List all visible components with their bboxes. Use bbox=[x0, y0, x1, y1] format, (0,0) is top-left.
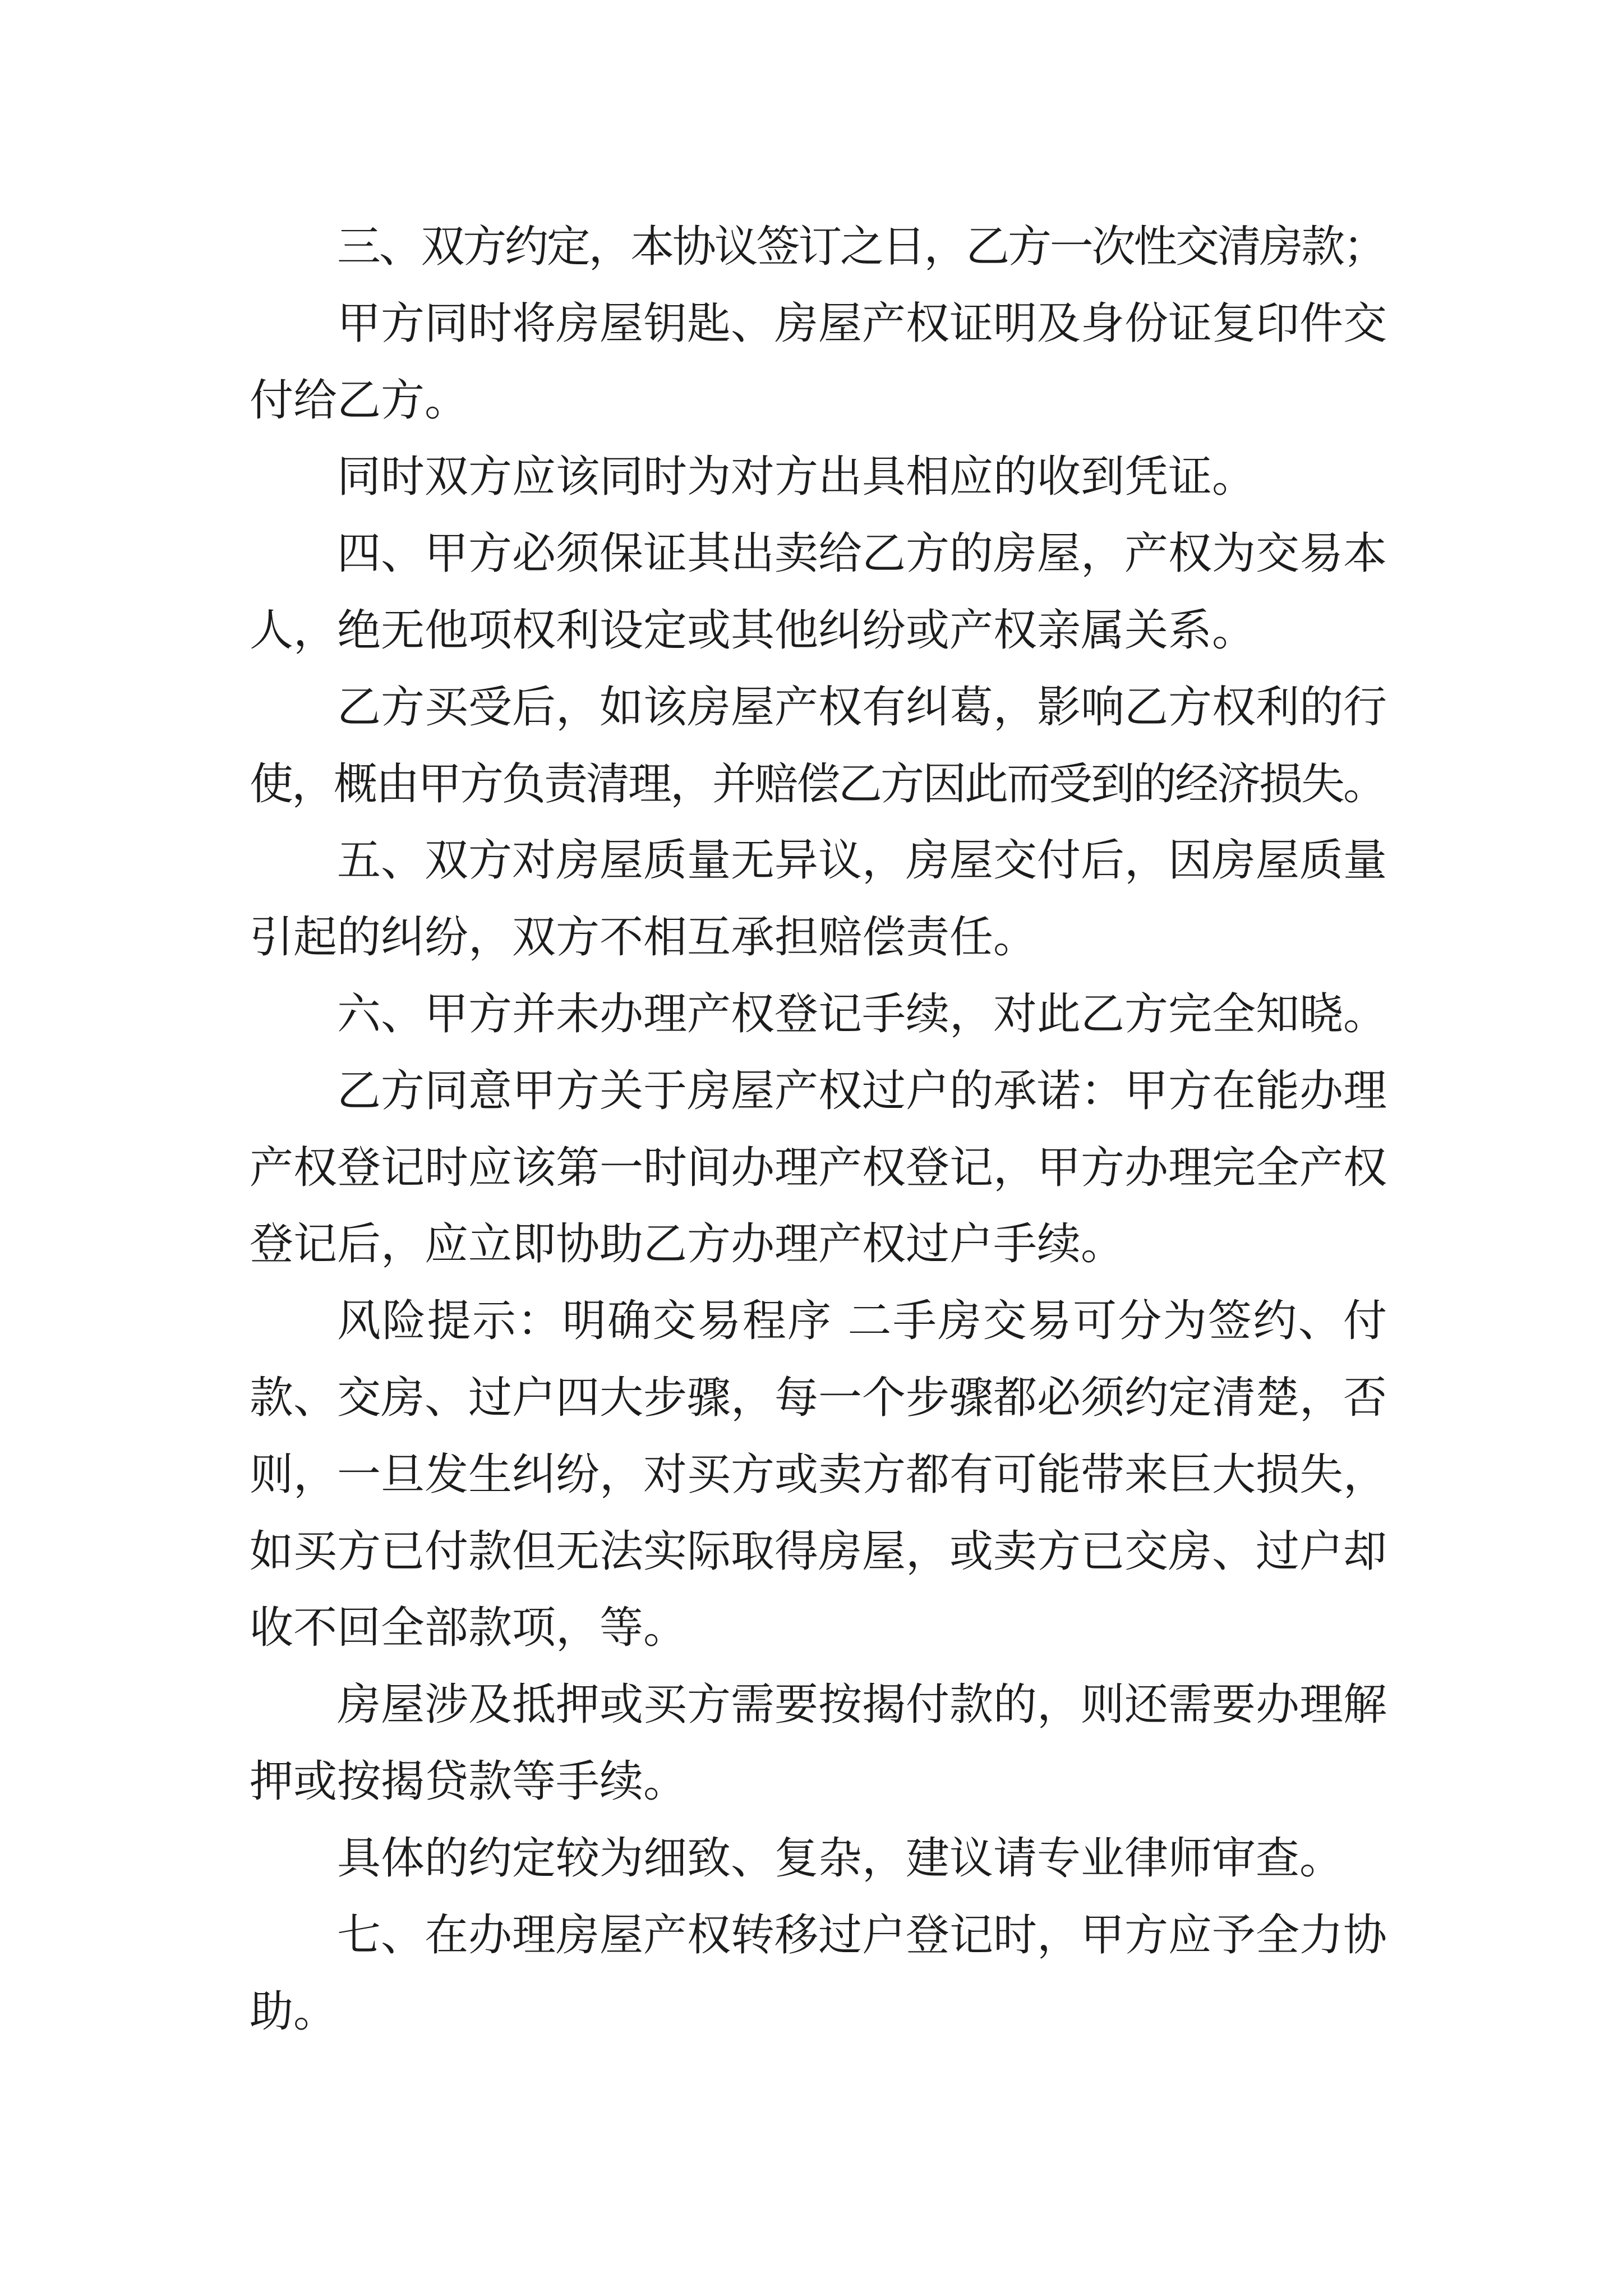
text-line: 产权登记时应该第一时间办理产权登记，甲方办理完全产权 bbox=[250, 1142, 1387, 1193]
text-line: 乙方买受后，如该房屋产权有纠葛，影响乙方权利的行 bbox=[337, 682, 1387, 733]
text-line: 引起的纠纷，双方不相互承担赔偿责任。 bbox=[250, 912, 1038, 963]
text-line: 乙方同意甲方关于房屋产权过户的承诺：甲方在能办理 bbox=[337, 1065, 1387, 1116]
text-line: 同时双方应该同时为对方出具相应的收到凭证。 bbox=[337, 452, 1256, 503]
text-line: 房屋涉及抵押或买方需要按揭付款的，则还需要办理解 bbox=[337, 1680, 1387, 1731]
risk-notice-procedure-paragraph bbox=[250, 1283, 1387, 1667]
clause-3-receipts-paragraph bbox=[250, 439, 1387, 516]
text-line: 四、甲方必须保证其出卖给乙方的房屋，产权为交易本 bbox=[337, 528, 1387, 579]
text-line: 风险提示：明确交易程序 二手房交易可分为签约、付 bbox=[337, 1296, 1389, 1347]
text-line: 押或按揭贷款等手续。 bbox=[250, 1756, 688, 1807]
clause-4-title-guarantee-paragraph bbox=[250, 516, 1387, 669]
text-line: 收不回全部款项，等。 bbox=[250, 1603, 688, 1654]
text-line: 登记后，应立即协助乙方办理产权过户手续。 bbox=[250, 1219, 1125, 1270]
risk-notice-mortgage-paragraph bbox=[250, 1667, 1387, 1820]
text-line: 付给乙方。 bbox=[250, 375, 469, 426]
text-line: 七、在办理房屋产权转移过户登记时，甲方应予全力协 bbox=[337, 1910, 1387, 1961]
text-line: 助。 bbox=[250, 1986, 338, 2037]
clause-5-quality-paragraph bbox=[250, 822, 1387, 976]
text-line: 使，概由甲方负责清理，并赔偿乙方因此而受到的经济损失。 bbox=[250, 758, 1385, 809]
clause-3-payment-paragraph bbox=[250, 209, 1387, 286]
clause-7-cooperation-paragraph bbox=[250, 1897, 1387, 2051]
clause-6-registration-status-paragraph bbox=[250, 976, 1387, 1053]
text-line: 五、双方对房屋质量无异议，房屋交付后，因房屋质量 bbox=[337, 835, 1387, 886]
document-page bbox=[250, 209, 1387, 2050]
clause-4-dispute-liability-paragraph bbox=[250, 669, 1387, 823]
text-line: 甲方同时将房屋钥匙、房屋产权证明及身份证复印件交 bbox=[337, 298, 1387, 349]
text-line: 款、交房、过户四大步骤，每一个步骤都必须约定清楚，否 bbox=[250, 1372, 1387, 1423]
text-line: 三、双方约定，本协议签订之日，乙方一次性交清房款； bbox=[337, 222, 1385, 272]
text-line: 具体的约定较为细致、复杂，建议请专业律师审查。 bbox=[337, 1833, 1344, 1884]
risk-notice-lawyer-review-paragraph bbox=[250, 1820, 1387, 1897]
clause-6-transfer-promise-paragraph bbox=[250, 1053, 1387, 1283]
text-line: 则，一旦发生纠纷，对买方或卖方都有可能带来巨大损失， bbox=[250, 1449, 1387, 1500]
text-line: 六、甲方并未办理产权登记手续，对此乙方完全知晓。 bbox=[337, 988, 1387, 1039]
clause-3-delivery-paragraph bbox=[250, 286, 1387, 439]
text-line: 人，绝无他项权利设定或其他纠纷或产权亲属关系。 bbox=[250, 605, 1256, 656]
text-line: 如买方已付款但无法实际取得房屋，或卖方已交房、过户却 bbox=[250, 1526, 1387, 1577]
